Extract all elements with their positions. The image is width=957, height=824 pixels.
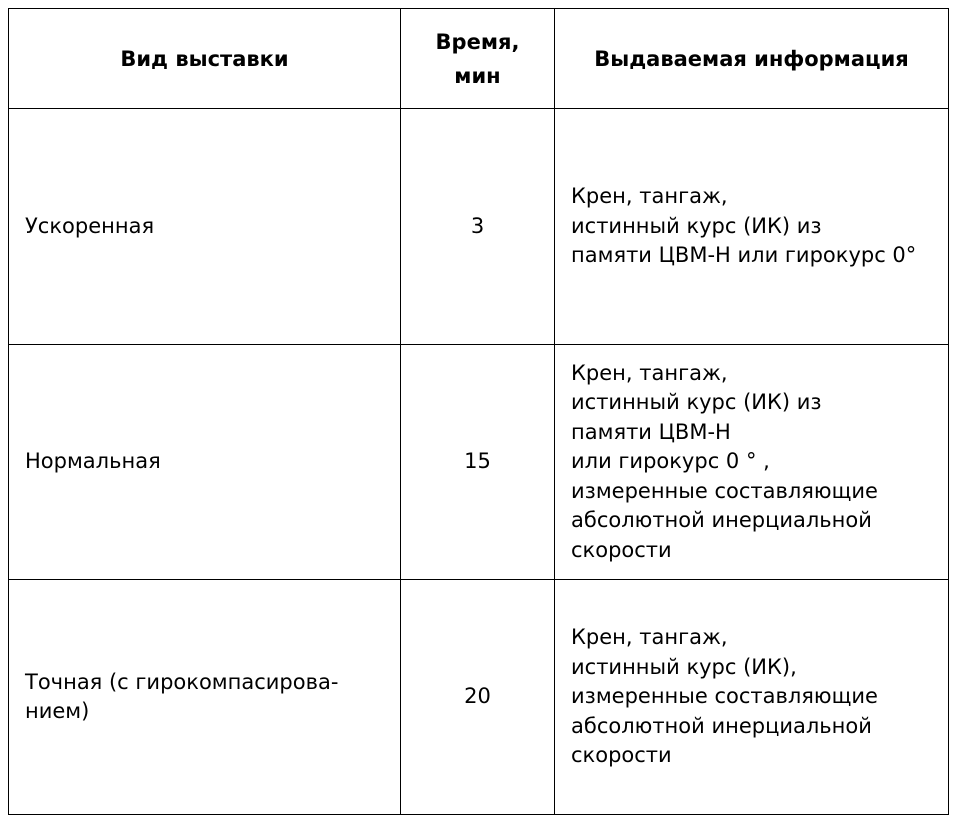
alignment-type-text: Точная (с гирокомпасирова-	[25, 669, 339, 694]
info-line: или гирокурс 0 ° ,	[571, 449, 770, 474]
info-line: памяти ЦВМ-Н или гирокурс 0°	[571, 243, 917, 268]
time-value: 3	[470, 213, 485, 238]
time-cell	[401, 345, 555, 580]
info-line: истинный курс (ИК) из	[571, 213, 822, 238]
alignment-type-cell	[9, 580, 401, 815]
header-alignment-type-label: Вид выставки	[120, 46, 289, 71]
table-row	[9, 580, 949, 815]
alignment-type-text: Нормальная	[25, 449, 161, 474]
info-line: скорости	[571, 743, 672, 768]
header-time-line-1: Время,	[435, 29, 520, 54]
info-line: измеренные составляющие	[571, 478, 878, 503]
header-output-info	[555, 9, 949, 109]
info-line: Крен, тангаж,	[571, 360, 728, 385]
alignment-type-cell	[9, 345, 401, 580]
alignment-modes-table	[8, 8, 949, 815]
alignment-type-text: нием)	[25, 699, 90, 723]
table-header-row	[9, 9, 949, 109]
info-line: истинный курс (ИК) из	[571, 390, 822, 415]
alignment-type-text: Ускоренная	[25, 213, 155, 238]
info-line: памяти ЦВМ-Н	[571, 419, 731, 444]
time-value: 15	[464, 449, 491, 474]
info-line: абсолютной инерциальной	[571, 508, 872, 533]
table-row	[9, 109, 949, 345]
time-cell	[401, 580, 555, 815]
output-info-cell	[555, 109, 949, 345]
output-info-cell	[555, 580, 949, 815]
header-time	[401, 9, 555, 109]
header-output-info-label: Выдаваемая информация	[594, 46, 909, 71]
info-line: абсолютной инерциальной	[571, 713, 872, 738]
info-line: Крен, тангаж,	[571, 184, 728, 209]
output-info-cell	[555, 345, 949, 580]
time-cell	[401, 109, 555, 345]
header-alignment-type	[9, 9, 401, 109]
info-line: Крен, тангаж,	[571, 625, 728, 650]
info-line: скорости	[571, 537, 672, 562]
table-row	[9, 345, 949, 580]
header-time-line-2: мин	[454, 63, 501, 88]
info-line: истинный курс (ИК),	[571, 654, 797, 679]
time-value: 20	[464, 684, 491, 709]
alignment-type-cell	[9, 109, 401, 345]
info-line: измеренные составляющие	[571, 684, 878, 709]
